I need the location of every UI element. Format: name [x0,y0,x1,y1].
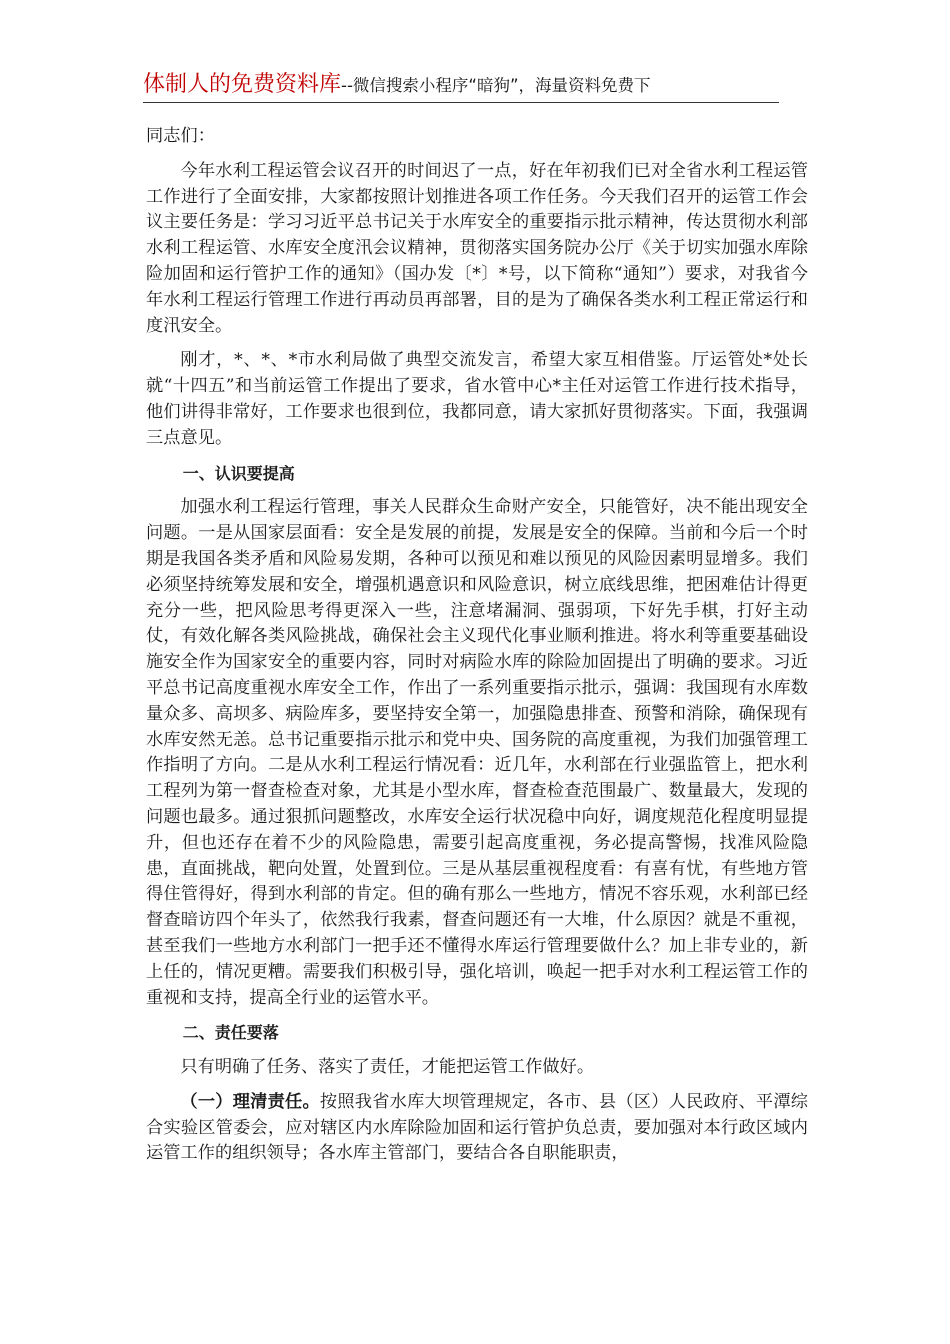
paragraph-responsibility-intro: 只有明确了任务、落实了责任，才能把运管工作做好。 [180,1057,595,1078]
salutation: 同志们： [146,126,215,146]
paragraph-clarify-responsibility-text: 按照我省水库大坝管理规定，各市、县（区）人民政府、平潭综合实验区管委会，应对辖区内水库除险加固和运行管护负总责，要加强对本行政区域内运管工作的组织领导；各水库主管部门，要结合各自职能职责， [146,1091,808,1164]
header-tagline: --微信搜索小程序“暗狗”，海量资料免费下 [341,76,651,95]
header-brand: 体制人的免费资料库 [143,72,342,97]
page-header-watermark [143,70,779,103]
section-heading-1: 一、认识要提高 [182,463,295,483]
document-body [146,124,808,1176]
paragraph-intro: 今年水利工程运管会议召开的时间迟了一点，好在年初我们已对全省水利工程运管工作进行了全面安排，大家都按照计划推进各项工作任务。今天我们召开的运管工作会议主要任务是：学习习近平总书记关于水库安全的重要指示批示精神，传达贯彻水利部水利工程运管、水库安全度汛会议精神，贯彻落实国务院办公厅《关于切实加强水库除险加固和运行管护工作的通知》（国办发〔*〕*号，以下简称“通知”）要求，对我省今年水利工程运行管理工作进行再动员再部署，目的是为了确保各类水利工程正常运行和度汛安全。 [146,160,808,336]
subheading-clarify-responsibility: （一）理清责任。 [180,1091,320,1112]
section-heading-2: 二、责任要落 [182,1023,279,1043]
paragraph-clarify-responsibility [146,1090,808,1167]
paragraph-awareness: 加强水利工程运行管理，事关人民群众生命财产安全，只能管好，决不能出现安全问题。一是从国家层面看：安全是发展的前提，发展是安全的保障。当前和今后一个时期是我国各类矛盾和风险易发期，各种可以预见和难以预见的风险因素明显增多。我们必须坚持统筹发展和安全，增强机遇意识和风险意识，树立底线思维，把困难估计得更充分一些，把风险思考得更深入一些，注意堵漏洞、强弱项，下好先手棋，打好主动仗，有效化解各类风险挑战，确保社会主义现代化事业顺利推进。将水利等重要基础设施安全作为国家安全的重要内容，同时对病险水库的除险加固提出了明确的要求。习近平总书记高度重视水库安全工作，作出了一系列重要指示批示，强调：我国现有水库数量众多、高坝多、病险库多，要坚持安全第一，加强隐患排查、预警和消除，确保现有水库安然无恙。总书记重要指示批示和党中央、国务院的高度重视，为我们加强管理工作指明了方向。二是从水利工程运行情况看：近几年，水利部在行业强监管上，把水利工程列为第一督查检查对象，尤其是小型水库，督查检查范围最广、数量最大，发现的问题也最多。通过狠抓问题整改，水库安全运行状况稳中向好，调度规范化程度明显提升，但也还存在着不少的风险隐患，需要引起高度重视，务必提高警惕，找准风险隐患，直面挑战，靶向处置，处置到位。三是从基层重视程度看：有喜有忧，有些地方管得住管得好，得到水利部的肯定。但的确有那么一些地方，情况不容乐观，水利部已经督查暗访四个年头了，依然我行我素，督查问题还有一大堆，什么原因？就是不重视，甚至我们一些地方水利部门一把手还不懂得水库运行管理要做什么？加上非专业的，新上任的，情况更糟。需要我们积极引导，强化培训，唤起一把手对水利工程运管工作的重视和支持，提高全行业的运管水平。 [146,497,808,1008]
paragraph-exchange: 刚才，*、*、*市水利局做了典型交流发言，希望大家互相借鉴。厅运管处*处长就“十四五”和当前运管工作提出了要求，省水管中心*主任对运管工作进行技术指导，他们讲得非常好，工作要求也很到位，我都同意，请大家抓好贯彻落实。下面，我强调三点意见。 [146,350,808,448]
